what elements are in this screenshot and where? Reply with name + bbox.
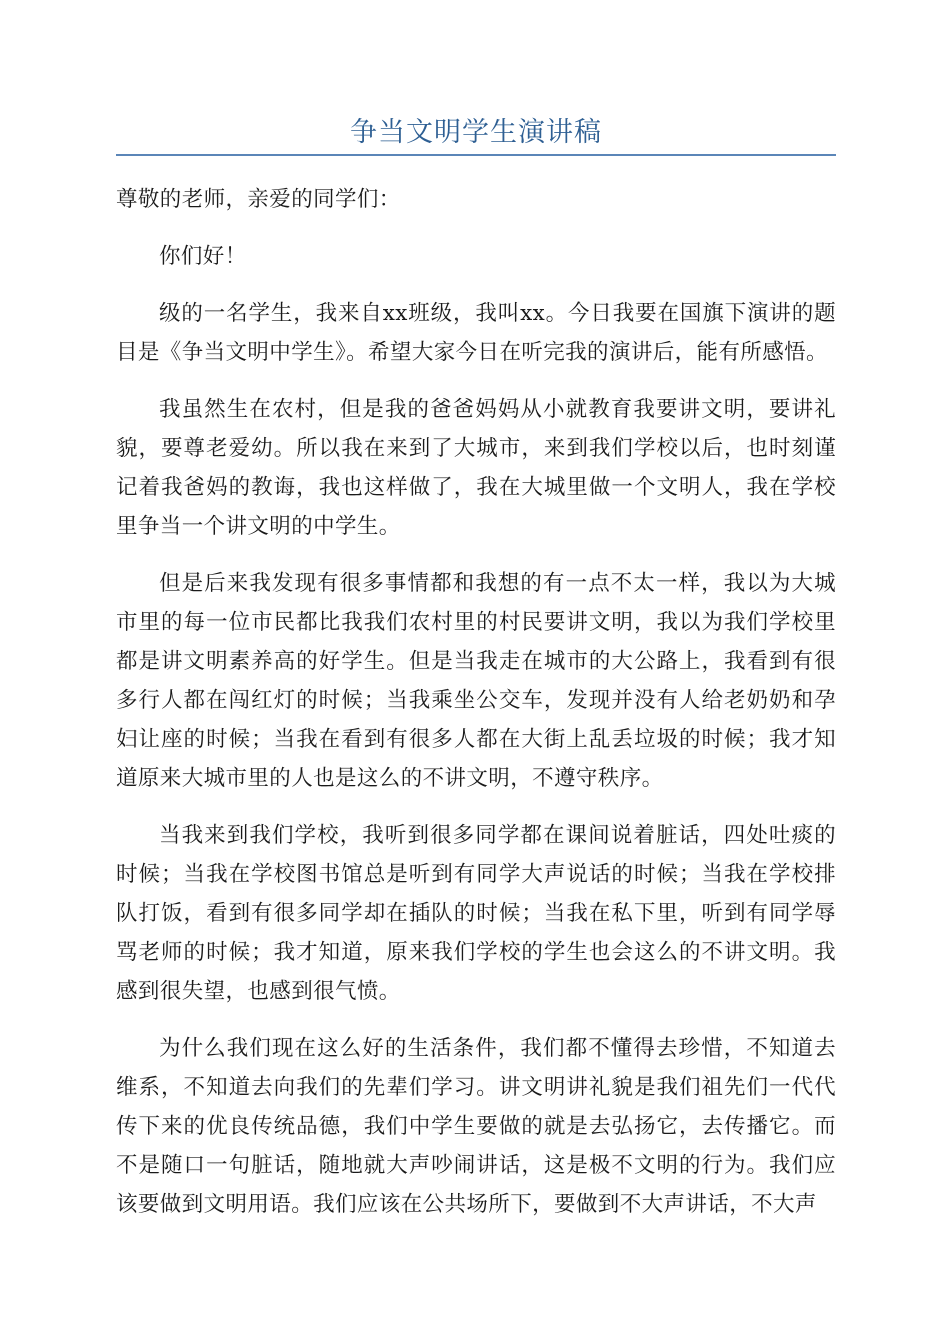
paragraph-call-to-action: 为什么我们现在这么好的生活条件，我们都不懂得去珍惜，不知道去维系，不知道去向我们的先辈们学习。讲文明讲礼貌是我们祖先们一代代传下来的优良传统品德，我们中学生要做的就是去弘扬它，去传播它。而不是随口一句脏话，随地就大声吵闹讲话，这是极不文明的行为。我们应该要做到文明用语。我们应该在公共场所下，要做到不大声讲话，不大声 bbox=[116, 1036, 836, 1217]
paragraph-greeting: 你们好！ bbox=[159, 244, 247, 269]
document-title: 争当文明学生演讲稿 bbox=[350, 117, 602, 148]
paragraph-intro: 级的一名学生，我来自xx班级，我叫xx。今日我要在国旗下演讲的题目是《争当文明中学生》。希望大家今日在听完我的演讲后，能有所感悟。 bbox=[116, 301, 836, 365]
paragraph-background: 我虽然生在农村，但是我的爸爸妈妈从小就教育我要讲文明，要讲礼貌，要尊老爱幼。所以我在来到了大城市，来到我们学校以后，也时刻谨记着我爸妈的教诲，我也这样做了，我在大城里做一个文明人，我在学校里争当一个讲文明的中学生。 bbox=[116, 397, 836, 539]
document-page bbox=[116, 0, 836, 1224]
paragraph-city-observations: 但是后来我发现有很多事情都和我想的有一点不太一样，我以为大城市里的每一位市民都比我我们农村里的村民要讲文明，我以为我们学校里都是讲文明素养高的好学生。但是当我走在城市的大公路上，我看到有很多行人都在闯红灯的时候；当我乘坐公交车，发现并没有人给老奶奶和孕妇让座的时候；当我在看到有很多人都在大街上乱丢垃圾的时候；我才知道原来大城市里的人也是这么的不讲文明，不遵守秩序。 bbox=[116, 571, 836, 791]
title-underline bbox=[116, 154, 836, 156]
salutation: 尊敬的老师，亲爱的同学们： bbox=[116, 187, 401, 212]
paragraph-school-observations: 当我来到我们学校，我听到很多同学都在课间说着脏话，四处吐痰的时候；当我在学校图书馆总是听到有同学大声说话的时候；当我在学校排队打饭，看到有很多同学却在插队的时候；当我在私下里，听到有同学辱骂老师的时候；我才知道，原来我们学校的学生也会这么的不讲文明。我感到很失望，也感到很气愤。 bbox=[116, 823, 836, 1004]
